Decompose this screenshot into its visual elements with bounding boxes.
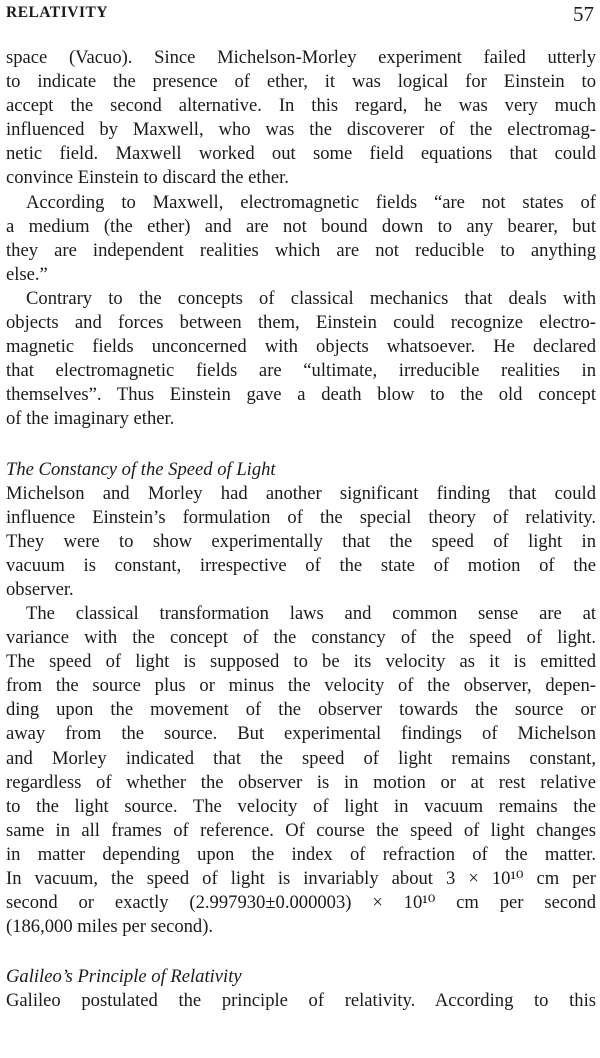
text-line: vacuum is constant, irrespective of the state of motion of the — [6, 554, 596, 576]
paragraph-transformation-laws — [6, 602, 596, 939]
text-line: netic field. Maxwell worked out some field equations that could — [6, 143, 596, 165]
text-line: convince Einstein to discard the ether. — [6, 167, 289, 189]
text-line: regardless of whether the observer is in motion or at rest relative — [6, 771, 596, 793]
book-page — [6, 0, 596, 1058]
text-line: The classical transformation laws and common sense are at — [26, 602, 596, 624]
text-line: Contrary to the concepts of classical mechanics that deals with — [26, 287, 596, 309]
text-line: and Morley indicated that the speed of light remains constant, — [6, 747, 596, 769]
text-line: they are independent realities which are not reducible to anything — [6, 239, 596, 261]
text-line: variance with the concept of the constancy of the speed of light. — [6, 627, 596, 649]
text-line: objects and forces between them, Einstein could recognize electro- — [6, 312, 596, 334]
text-line: According to Maxwell, electromagnetic fields “are not states of — [26, 191, 596, 213]
section-gap — [6, 939, 596, 965]
text-line: influenced by Maxwell, who was the discoverer of the electromag- — [6, 119, 596, 141]
text-line: themselves”. Thus Einstein gave a death blow to the old concept — [6, 384, 596, 406]
text-line: to indicate the presence of ether, it was logical for Einstein to — [6, 71, 596, 93]
text-line: magnetic fields unconcerned with objects whatsoever. He declared — [6, 336, 596, 358]
section-heading-galileo: Galileo’s Principle of Relativity — [6, 966, 242, 988]
paragraph-michelson-morley — [6, 482, 596, 602]
text-line: that electromagnetic fields are “ultimate, irreducible realities in — [6, 360, 596, 382]
text-line: away from the source. But experimental findings of Michelson — [6, 723, 596, 745]
text-line: else.” — [6, 263, 48, 285]
section-gap — [6, 432, 596, 458]
text-line: second or exactly (2.997930±0.000003) × 10¹⁰ cm per second — [6, 892, 596, 914]
text-line: from the source plus or minus the velocity of the observer, depen- — [6, 675, 596, 697]
section-heading-speed-of-light: The Constancy of the Speed of Light — [6, 458, 276, 480]
text-line: observer. — [6, 578, 74, 600]
text-line: Michelson and Morley had another significant finding that could — [6, 482, 596, 504]
text-line: of the imaginary ether. — [6, 408, 175, 430]
paragraph-ether-alternative — [6, 46, 596, 191]
text-line: accept the second alternative. In this regard, he was very much — [6, 95, 596, 117]
paragraph-maxwell-quote — [6, 191, 596, 287]
text-line: a medium (the ether) and are not bound down to any bearer, but — [6, 215, 596, 237]
text-line: They were to show experimentally that the speed of light in — [6, 530, 596, 552]
paragraph-galileo — [6, 989, 596, 1013]
text-line: in matter depending upon the index of refraction of the matter. — [6, 843, 596, 865]
text-line: space (Vacuo). Since Michelson-Morley experiment failed utterly — [6, 47, 596, 68]
text-line: same in all frames of reference. Of course the speed of light changes — [6, 819, 596, 841]
text-line: In vacuum, the speed of light is invariably about 3 × 10¹⁰ cm per — [6, 868, 596, 889]
text-line: (186,000 miles per second). — [6, 916, 214, 938]
paragraph-classical-mechanics — [6, 287, 596, 432]
body-text — [6, 46, 596, 1013]
running-head: RELATIVITY — [6, 4, 109, 21]
text-line: influence Einstein’s formulation of the special theory of relativity. — [6, 506, 596, 528]
text-line: to the light source. The velocity of light in vacuum remains the — [6, 795, 596, 817]
text-line: Galileo postulated the principle of relativity. According to this — [6, 990, 596, 1012]
text-line: ding upon the movement of the observer towards the source or — [6, 699, 596, 721]
text-line: The speed of light is supposed to be its velocity as it is emitted — [6, 651, 596, 673]
page-number: 57 — [573, 2, 594, 26]
